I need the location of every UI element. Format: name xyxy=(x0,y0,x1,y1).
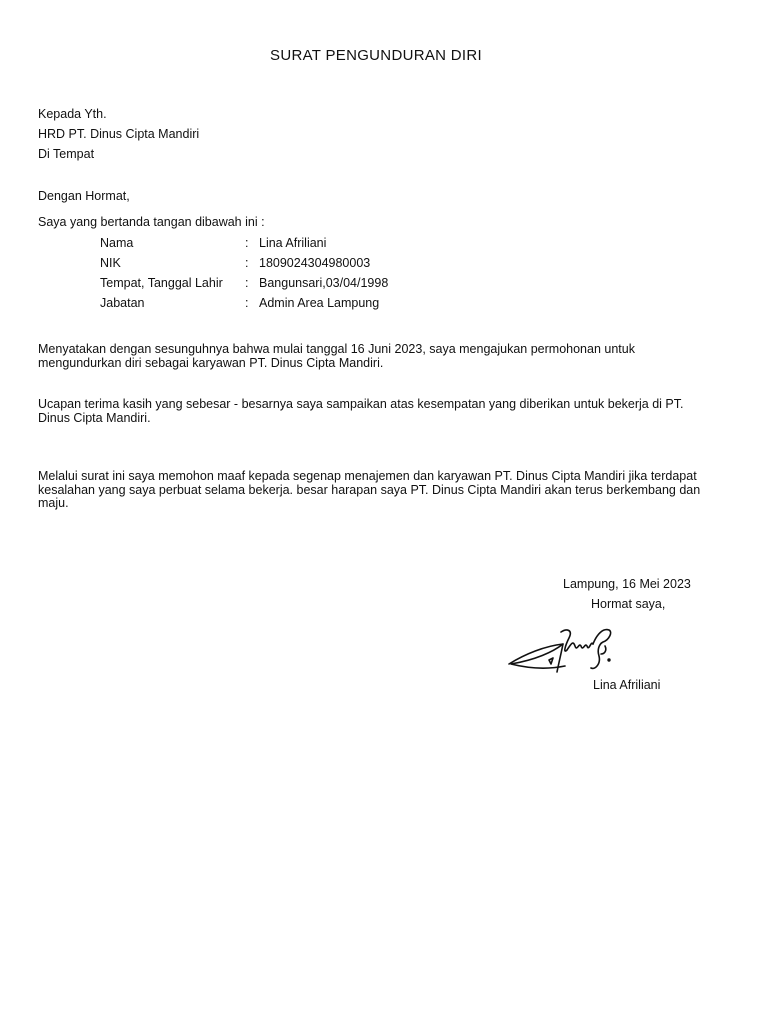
field-separator: : xyxy=(245,256,249,270)
field-separator: : xyxy=(245,296,249,310)
closing: Hormat saya, xyxy=(591,597,666,611)
signature-image xyxy=(505,624,620,680)
paragraph-thanks: Ucapan terima kasih yang sebesar - besarnya saya sampaikan atas kesempatan yang diberikan untuk bekerja di PT. Dinus Cipta Mandiri. xyxy=(38,397,684,425)
greeting: Dengan Hormat, xyxy=(38,189,130,203)
field-value-nik: 1809024304980003 xyxy=(259,256,371,270)
field-label-ttl: Tempat, Tanggal Lahir xyxy=(100,276,223,290)
intro-line: Saya yang bertanda tangan dibawah ini : xyxy=(38,215,265,229)
paragraph-statement: Menyatakan dengan sesunguhnya bahwa mulai tanggal 16 Juni 2023, saya mengajukan permohonan untuk mengundurkan diri sebagai karyawan PT. Dinus Cipta Mandiri. xyxy=(38,342,635,370)
recipient-line-1: Kepada Yth. xyxy=(38,107,107,121)
signer-name: Lina Afriliani xyxy=(593,678,661,692)
field-label-nik: NIK xyxy=(100,256,121,270)
field-value-nama: Lina Afriliani xyxy=(259,236,327,250)
recipient-line-2: HRD PT. Dinus Cipta Mandiri xyxy=(38,127,200,141)
field-value-jabatan: Admin Area Lampung xyxy=(259,296,380,310)
field-label-jabatan: Jabatan xyxy=(100,296,145,310)
field-separator: : xyxy=(245,236,249,250)
document-title: SURAT PENGUNDURAN DIRI xyxy=(270,47,482,64)
field-separator: : xyxy=(245,276,249,290)
paragraph-apology: Melalui surat ini saya memohon maaf kepada segenap menajemen dan karyawan PT. Dinus Cipta Mandiri jika terdapat kesalahan yang saya perbuat selama bekerja. besar harapan saya PT. Dinus Cipta Mandiri akan terus berkembang dan maju. xyxy=(38,469,701,510)
field-label-nama: Nama xyxy=(100,236,134,250)
field-value-ttl: Bangunsari,03/04/1998 xyxy=(259,276,389,290)
recipient-line-3: Di Tempat xyxy=(38,147,95,161)
place-date: Lampung, 16 Mei 2023 xyxy=(563,577,691,591)
